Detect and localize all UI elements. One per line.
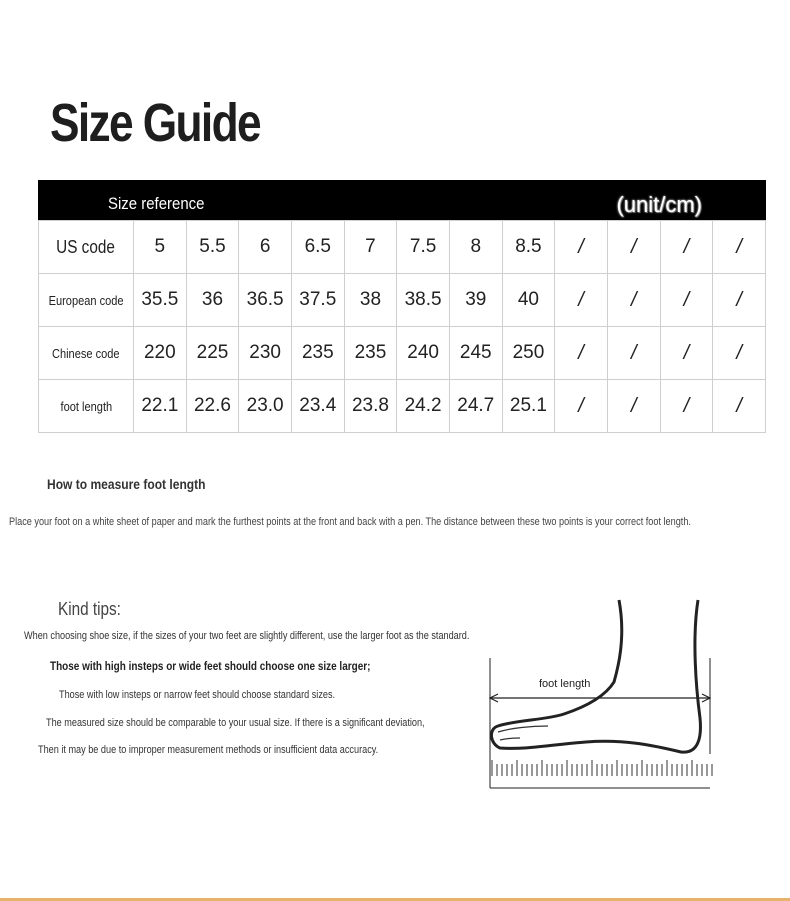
table-cell: /	[713, 274, 766, 327]
table-cell: 8.5	[502, 221, 555, 274]
table-cell: /	[713, 380, 766, 433]
table-cell: /	[660, 221, 713, 274]
page-title: Size Guide	[50, 93, 260, 153]
row-label: European code	[39, 274, 134, 327]
table-cell: 245	[449, 327, 502, 380]
table-cell: 240	[397, 327, 450, 380]
table-cell: 8	[449, 221, 502, 274]
table-cell: /	[607, 221, 660, 274]
row-label: foot length	[39, 380, 134, 433]
table-cell: 38.5	[397, 274, 450, 327]
table-cell: 5	[134, 221, 187, 274]
table-cell: 230	[239, 327, 292, 380]
table-cell: 23.8	[344, 380, 397, 433]
howto-title: How to measure foot length	[47, 476, 206, 492]
table-cell: 6	[239, 221, 292, 274]
table-cell: /	[555, 327, 608, 380]
table-cell: 7	[344, 221, 397, 274]
tips-title: Kind tips:	[58, 599, 121, 619]
row-label: US code	[39, 221, 134, 274]
table-cell: 23.0	[239, 380, 292, 433]
table-cell: 6.5	[291, 221, 344, 274]
howto-text: Place your foot on a white sheet of paper and mark the furthest points at the front and back with a pen. The distance between these two points is your correct foot length.	[9, 516, 691, 528]
table-row	[39, 274, 766, 327]
tip-item: Then it may be due to improper measurement methods or insufficient data accuracy.	[38, 744, 379, 756]
table-cell: /	[607, 274, 660, 327]
table-cell: 7.5	[397, 221, 450, 274]
table-cell: 35.5	[134, 274, 187, 327]
table-cell: 23.4	[291, 380, 344, 433]
table-cell: 37.5	[291, 274, 344, 327]
table-cell: /	[607, 327, 660, 380]
table-cell: /	[660, 327, 713, 380]
table-cell: /	[713, 221, 766, 274]
table-cell: 235	[291, 327, 344, 380]
foot-measure-illustration	[486, 598, 716, 794]
table-cell: 24.7	[449, 380, 502, 433]
table-cell: 22.6	[186, 380, 239, 433]
table-cell: 24.2	[397, 380, 450, 433]
table-cell: /	[660, 380, 713, 433]
ruler	[490, 760, 712, 788]
table-cell: 36	[186, 274, 239, 327]
unit-label: (unit/cm)	[616, 192, 702, 217]
table-row	[39, 221, 766, 274]
table-cell: 220	[134, 327, 187, 380]
table-cell: /	[607, 380, 660, 433]
tip-item: Those with high insteps or wide feet should choose one size larger;	[50, 659, 371, 673]
foot-length-label: foot length	[539, 678, 591, 690]
table-cell: 235	[344, 327, 397, 380]
table-cell: 22.1	[134, 380, 187, 433]
table-cell: /	[660, 274, 713, 327]
table-row	[39, 327, 766, 380]
table-cell: 39	[449, 274, 502, 327]
table-cell: /	[555, 380, 608, 433]
row-label: Chinese code	[39, 327, 134, 380]
table-header-bar	[38, 180, 766, 220]
table-cell: /	[555, 221, 608, 274]
table-cell: 250	[502, 327, 555, 380]
tip-item: Those with low insteps or narrow feet should choose standard sizes.	[59, 689, 336, 701]
table-cell: /	[555, 274, 608, 327]
table-cell: 40	[502, 274, 555, 327]
foot-outline	[491, 600, 700, 752]
table-row	[39, 380, 766, 433]
table-cell: 25.1	[502, 380, 555, 433]
table-cell: 5.5	[186, 221, 239, 274]
toe-lines	[498, 726, 548, 740]
tip-item: The measured size should be comparable to your usual size. If there is a significant deviation,	[46, 717, 425, 729]
table-cell: 36.5	[239, 274, 292, 327]
table-cell: /	[713, 327, 766, 380]
table-cell: 38	[344, 274, 397, 327]
size-reference-label: Size reference	[108, 194, 205, 213]
table-cell: 225	[186, 327, 239, 380]
tip-item: When choosing shoe size, if the sizes of your two feet are slightly different, use the larger foot as the standard.	[24, 630, 470, 642]
size-grid	[38, 220, 766, 433]
size-table	[38, 180, 766, 433]
